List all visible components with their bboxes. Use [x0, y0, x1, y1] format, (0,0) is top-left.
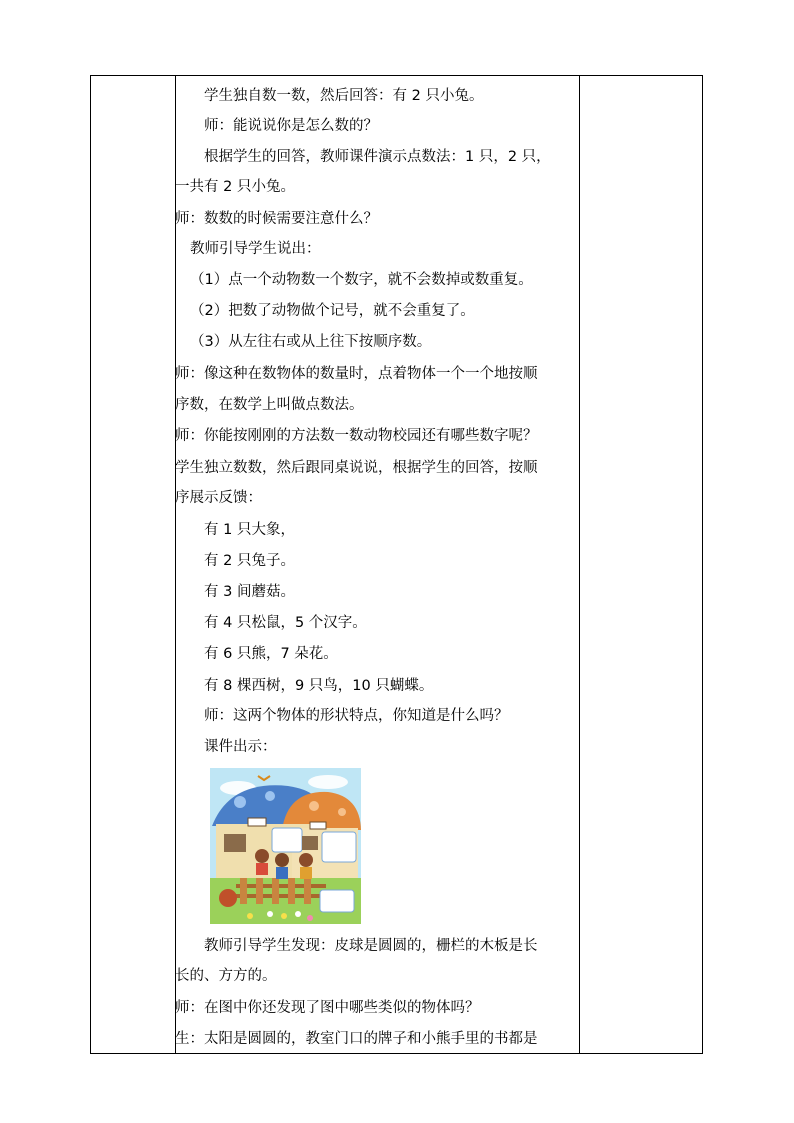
lesson-table — [90, 75, 703, 1054]
text-line: 师：能说说你是怎么数的？ — [204, 118, 378, 134]
text-line: 有 6 只熊，7 朵花。 — [204, 646, 338, 662]
text-line: 有 4 只松鼠，5 个汉字。 — [204, 615, 367, 631]
text-line: 序数，在数学上叫做点数法。 — [175, 397, 364, 413]
text-line: 有 2 只兔子。 — [204, 553, 295, 569]
text-line: 学生独立数数，然后跟同桌说说，根据学生的回答，按顺 — [175, 460, 538, 476]
text-line: 有 8 棵西树，9 只鸟，10 只蝴蝶。 — [204, 678, 434, 694]
text-line: 有 3 间蘑菇。 — [204, 584, 295, 600]
text-line: 师：你能按刚刚的方法数一数动物校园还有哪些数字呢？ — [175, 428, 538, 444]
text-line: 学生独自数一数，然后回答：有 2 只小兔。 — [204, 88, 484, 104]
courseware-illustration — [210, 768, 361, 924]
text-line: 课件出示： — [204, 739, 277, 755]
text-line: 师：数数的时候需要注意什么？ — [175, 211, 378, 227]
text-line: 一共有 2 只小兔。 — [175, 179, 295, 195]
text-line: （1）点一个动物数一个数字，就不会数掉或数重复。 — [190, 272, 533, 288]
text-line: 师：像这种在数物体的数量时，点着物体一个一个地按顺 — [175, 366, 538, 382]
text-line: 生：太阳是圆圆的，教室门口的牌子和小熊手里的书都是 — [175, 1031, 538, 1047]
text-line: 序展示反馈： — [175, 490, 262, 506]
text-line: 根据学生的回答，教师课件演示点数法：1 只，2 只， — [204, 149, 551, 165]
column-divider-right — [579, 76, 580, 1053]
text-line: 教师引导学生说出： — [190, 241, 321, 257]
text-line: （2）把数了动物做个记号，就不会重复了。 — [190, 303, 475, 319]
text-line: 师：这两个物体的形状特点，你知道是什么吗？ — [204, 708, 509, 724]
text-line: 教师引导学生发现：皮球是圆圆的，栅栏的木板是长 — [204, 938, 538, 954]
text-line: 有 1 只大象， — [204, 522, 295, 538]
text-line: 师：在图中你还发现了图中哪些类似的物体吗？ — [175, 1000, 480, 1016]
text-line: （3）从左往右或从上往下按顺序数。 — [190, 334, 432, 350]
text-line: 长的、方方的。 — [175, 968, 277, 984]
